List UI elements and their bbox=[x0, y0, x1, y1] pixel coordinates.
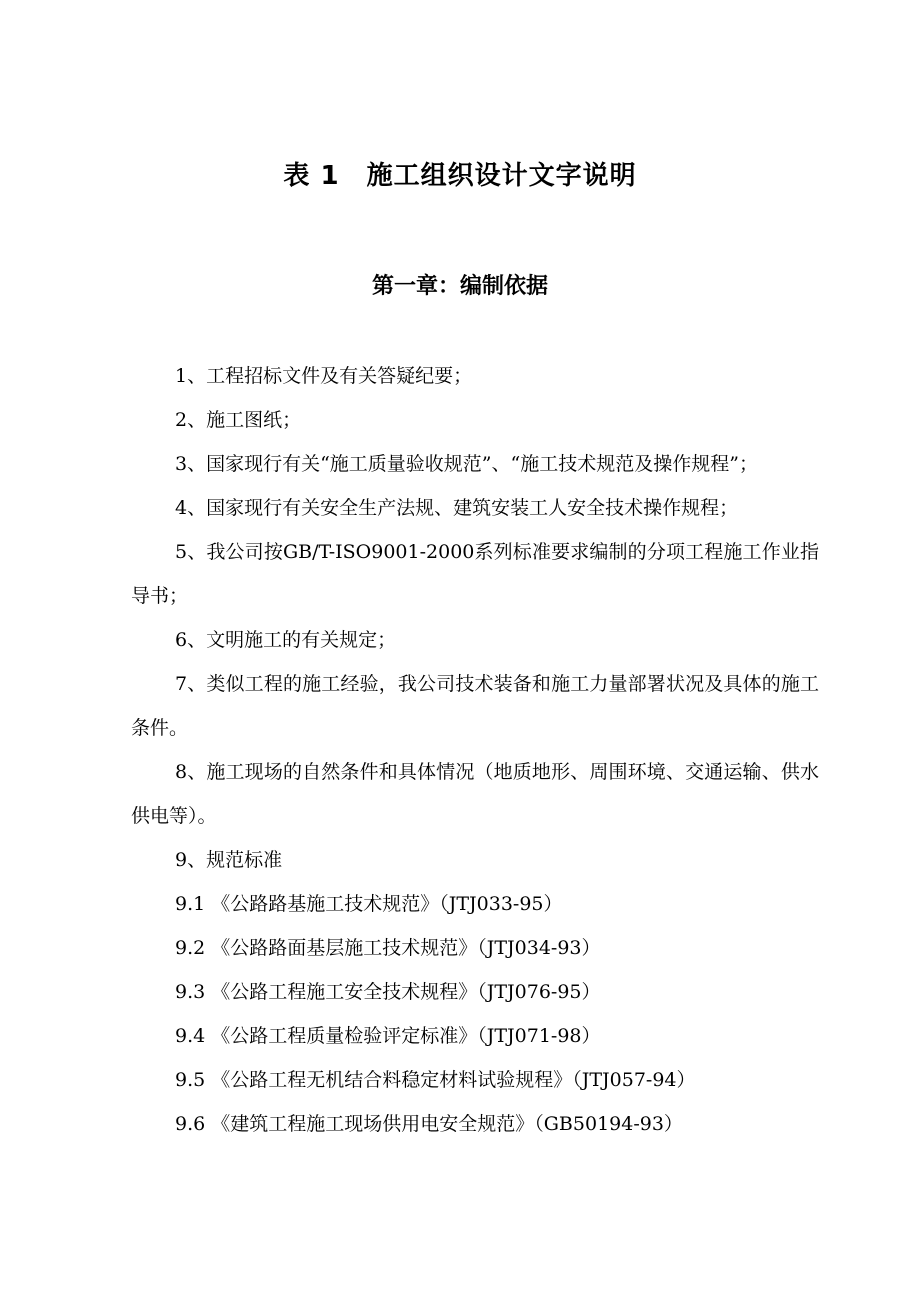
standard-item: 9.1 《公路路基施工技术规范》（JTJ033-95） bbox=[175, 893, 563, 915]
document-title: 表 1 施工组织设计文字说明 bbox=[283, 161, 637, 191]
list-item: 6、文明施工的有关规定； bbox=[175, 629, 397, 651]
document-body bbox=[131, 354, 819, 1146]
list-item: 2、施工图纸； bbox=[175, 409, 302, 431]
list-item: 7、类似工程的施工经验，我公司技术装备和施工力量部署状况及具体的施工条件。 bbox=[131, 673, 819, 739]
list-item: 8、施工现场的自然条件和具体情况（地质地形、周围环境、交通运输、供水供电等）。 bbox=[131, 761, 819, 827]
list-item: 9、规范标准 bbox=[175, 849, 283, 871]
list-item: 1、工程招标文件及有关答疑纪要； bbox=[175, 365, 473, 387]
standard-item: 9.6 《建筑工程施工现场供用电安全规范》（GB50194-93） bbox=[175, 1113, 683, 1135]
standard-item: 9.4 《公路工程质量检验评定标准》（JTJ071-98） bbox=[175, 1025, 601, 1047]
standard-item: 9.3 《公路工程施工安全技术规程》（JTJ076-95） bbox=[175, 981, 601, 1003]
chapter-heading: 第一章：编制依据 bbox=[371, 274, 548, 299]
list-item: 4、国家现行有关安全生产法规、建筑安装工人安全技术操作规程； bbox=[175, 497, 739, 519]
standard-item: 9.5 《公路工程无机结合料稳定材料试验规程》（JTJ057-94） bbox=[175, 1069, 696, 1091]
list-item: 5、我公司按GB/T-ISO9001-2000系列标准要求编制的分项工程施工作业指导书； bbox=[131, 541, 819, 607]
standard-item: 9.2 《公路路面基层施工技术规范》（JTJ034-93） bbox=[175, 937, 601, 959]
list-item: 3、国家现行有关“施工质量验收规范”、“施工技术规范及操作规程”； bbox=[175, 453, 758, 475]
